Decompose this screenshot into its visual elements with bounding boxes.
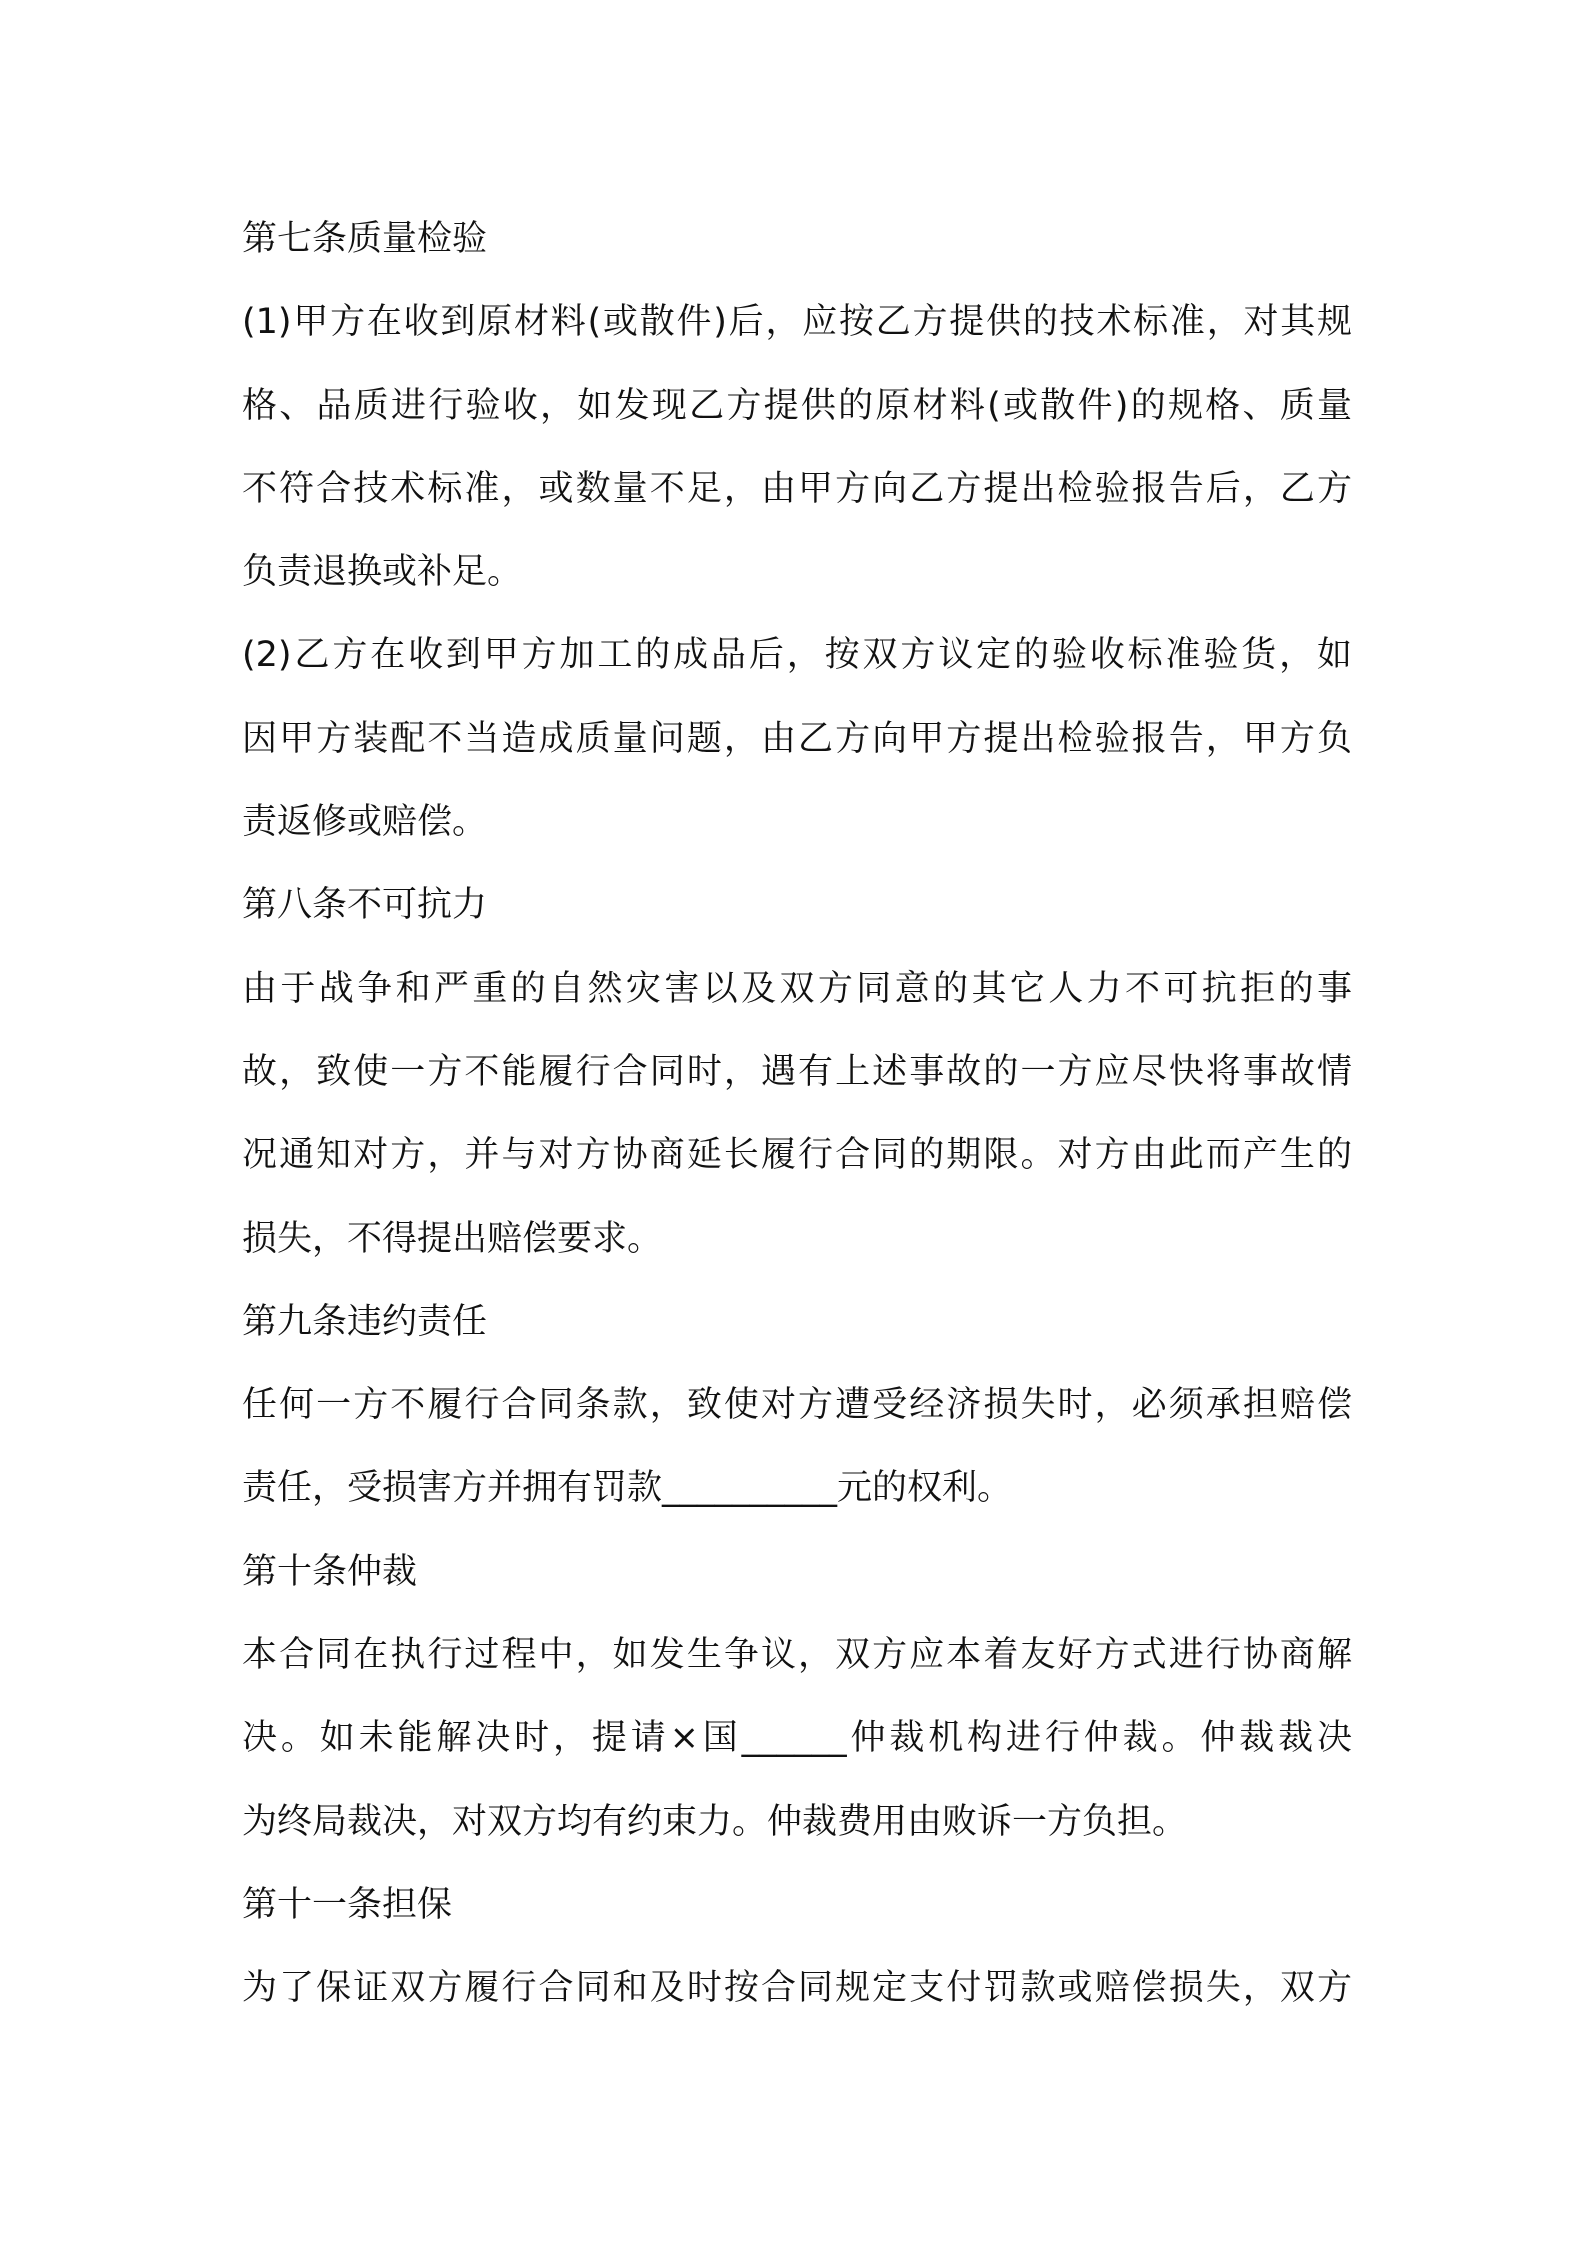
article-11-body-line-1: 为了保证双方履行合同和及时按合同规定支付罚款或赔偿损失，双方: [242, 1968, 1352, 2009]
article-7-clause-2-line-1: (2)乙方在收到甲方加工的成品后，按双方议定的验收标准验货，如: [242, 635, 1352, 676]
document-page: [242, 198, 1352, 2031]
article-8-body-line-1: 由于战争和严重的自然灾害以及双方同意的其它人力不可抗拒的事: [242, 968, 1352, 1009]
article-11-heading: 第十一条担保: [242, 1884, 453, 1925]
article-10-body-line-2: 决。如未能解决时，提请×国______仲裁机构进行仲裁。仲裁裁决: [242, 1718, 1352, 1759]
article-7-clause-1-line-3: 不符合技术标准，或数量不足，由甲方向乙方提出检验报告后，乙方: [242, 468, 1352, 509]
article-8-body-line-2: 故，致使一方不能履行合同时，遇有上述事故的一方应尽快将事故情: [242, 1051, 1352, 1092]
article-9-body-line-2: 责任，受损害方并拥有罚款__________元的权利。: [242, 1468, 1013, 1509]
article-10-body-line-3: 为终局裁决，对双方均有约束力。仲裁费用由败诉一方负担。: [242, 1801, 1188, 1842]
article-7-clause-2-line-3: 责返修或赔偿。: [242, 802, 488, 843]
article-7-clause-1-line-1: (1)甲方在收到原材料(或散件)后，应按乙方提供的技术标准，对其规: [242, 302, 1352, 343]
article-8-body-line-4: 损失，不得提出赔偿要求。: [242, 1218, 663, 1259]
article-7-heading: 第七条质量检验: [242, 219, 488, 259]
article-8-heading: 第八条不可抗力: [242, 885, 488, 926]
article-7-clause-1-line-2: 格、品质进行验收，如发现乙方提供的原材料(或散件)的规格、质量: [242, 385, 1352, 426]
article-10-heading: 第十条仲裁: [242, 1551, 418, 1592]
article-7-clause-1-line-4: 负责退换或补足。: [242, 552, 523, 593]
article-10-body-line-1: 本合同在执行过程中，如发生争议，双方应本着友好方式进行协商解: [242, 1635, 1352, 1676]
article-9-heading: 第九条违约责任: [242, 1301, 488, 1342]
article-7-clause-2-line-2: 因甲方装配不当造成质量问题，由乙方向甲方提出检验报告，甲方负: [242, 718, 1352, 759]
article-8-body-line-3: 况通知对方，并与对方协商延长履行合同的期限。对方由此而产生的: [242, 1135, 1352, 1176]
article-9-body-line-1: 任何一方不履行合同条款，致使对方遭受经济损失时，必须承担赔偿: [242, 1385, 1352, 1426]
